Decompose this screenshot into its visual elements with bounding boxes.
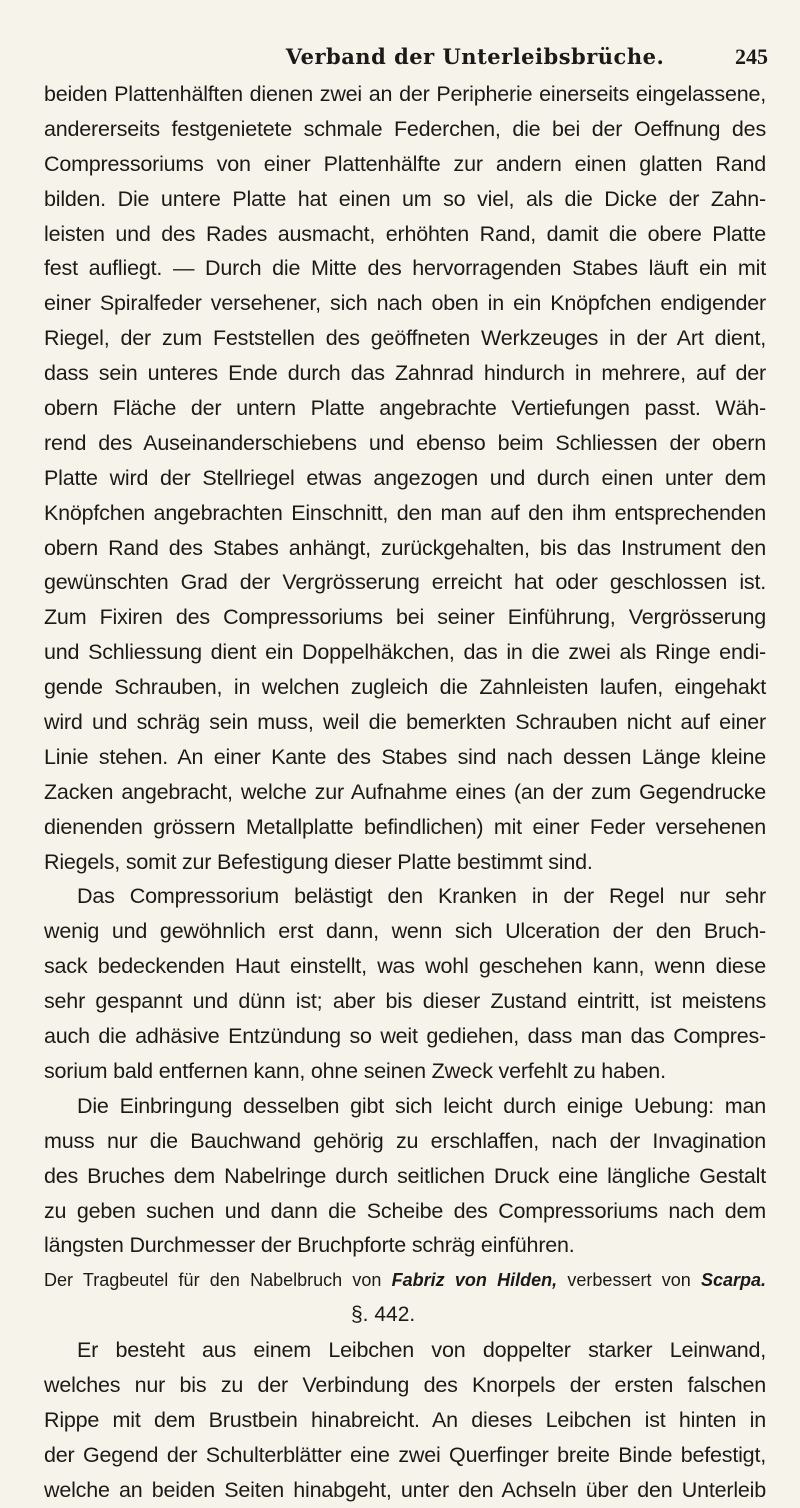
text-line: leisten und des Rades ausmacht, erhöhten Rand, damit die obere Platte [44,221,766,246]
page-header [0,40,800,74]
text-line: obern Rand des Stabes anhängt, zurückgehalten, bis das Instrument den [44,535,766,560]
text-line: dass sein unteres Ende durch das Zahnrad hindurch in mehrere, auf der [44,361,766,386]
text-line: einer Spiralfeder versehener, sich nach oben in ein Knöpfchen endigender [44,291,766,316]
text-line: Linie stehen. An einer Kante des Stabes sind nach dessen Länge kleine [44,744,766,769]
text-line: auch die adhäsive Entzündung so weit gediehen, dass man das Compres- [44,1024,766,1049]
text-line: fest aufliegt. — Durch die Mitte des hervorragenden Stabes läuft ein mit [44,256,766,281]
section-number: §. 442. [351,1303,416,1327]
caption-text: verbessert von [557,1270,701,1291]
text-line: Platte wird der Stellriegel etwas angezogen und durch einen unter dem [44,465,766,490]
text-line: gende Schrauben, in welchen zugleich die Zahnleisten laufen, eingehakt [44,675,766,700]
text-line: beiden Plattenhälften dienen zwei an der Peripherie einerseits eingelassene, [44,82,766,106]
text-line: gewünschten Grad der Vergrösserung erreicht hat oder geschlossen ist. [44,570,766,595]
caption-author: Fabriz von Hilden, [391,1270,558,1291]
text-line: Riegel, der zum Feststellen des geöffneten Werkzeuges in der Art dient, [44,326,766,351]
text-line: Zum Fixiren des Compressoriums bei seiner Einführung, Vergrösserung [44,605,766,630]
text-line: wenig und gewöhnlich erst dann, wenn sich Ulceration der den Bruch- [44,919,766,944]
text-line: dienenden grössern Metallplatte befindlichen) mit einer Feder versehenen [44,814,766,839]
text-line: längsten Durchmesser der Bruchpforte schräg einführen. [44,1233,575,1258]
caption-author: Scarpa. [700,1270,767,1291]
text-line: Knöpfchen angebrachten Einschnitt, den man auf den ihm entsprechenden [44,500,766,525]
text-line: sorium bald entfernen kann, ohne seinen Zweck verfehlt zu haben. [44,1058,666,1083]
text-line: und Schliessung dient ein Doppelhäkchen, das in die zwei als Ringe endi- [44,640,766,665]
text-line: Die Einbringung desselben gibt sich leicht durch einige Uebung: man [77,1093,766,1118]
text-line: Rippe mit dem Brustbein hinabreicht. An dieses Leibchen ist hinten in [44,1407,766,1432]
text-line: der Gegend der Schulterblätter eine zwei Querfinger breite Binde befestigt, [44,1442,766,1467]
text-line: Zacken angebracht, welche zur Aufnahme eines (an der zum Gegendrucke [44,779,766,804]
text-line: muss nur die Bauchwand gehörig zu erschlaffen, nach der Invagination [44,1128,766,1153]
text-line: zu geben suchen und dann die Scheibe des Compressoriums nach dem [44,1198,766,1223]
text-line: rend des Auseinanderschiebens und ebenso beim Schliessen der obern [44,430,766,455]
text-line: des Bruches dem Nabelringe durch seitlichen Druck eine längliche Gestalt [44,1163,766,1188]
text-line: Er besteht aus einem Leibchen von doppelter starker Leinwand, [77,1338,766,1363]
text-line: welche an beiden Seiten hinabgeht, unter den Achseln über den Unterleib [44,1477,766,1502]
page-number: 245 [735,44,768,69]
text-line: wird und schräg sein muss, weil die bemerkten Schrauben nicht auf einer [44,710,766,735]
text-line: sack bedeckenden Haut einstellt, was wohl geschehen kann, wenn diese [44,954,766,979]
text-line: andererseits festgenietete schmale Federchen, die bei der Oeffnung des [44,116,766,141]
text-line: Compressoriums von einer Plattenhälfte zur andern einen glatten Rand [44,151,766,176]
body-text [44,77,766,1508]
text-line: Das Compressorium belästigt den Kranken in der Regel nur sehr [77,884,766,909]
section-caption [44,1263,766,1298]
text-line: welches nur bis zu der Verbindung des Knorpels der ersten falschen [44,1372,766,1397]
running-head: Verband der Unterleibsbrüche. [285,44,665,69]
text-line: obern Fläche der untern Platte angebrachte Vertiefungen passt. Wäh- [44,396,766,421]
text-line: sehr gespannt und dünn ist; aber bis dieser Zustand eintritt, ist meistens [44,989,766,1014]
text-line: Riegels, somit zur Befestigung dieser Platte bestimmt sind. [44,849,593,874]
caption-text: Der Tragbeutel für den Nabelbruch von [44,1270,392,1291]
text-line: bilden. Die untere Platte hat einen um so viel, als die Dicke der Zahn- [44,186,766,211]
